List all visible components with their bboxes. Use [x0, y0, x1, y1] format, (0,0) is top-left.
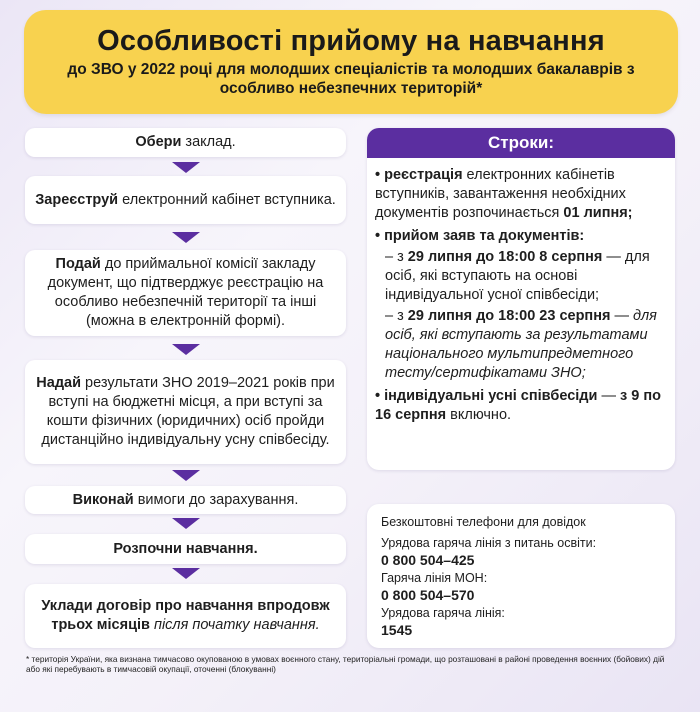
arrow-down-icon [172, 470, 200, 481]
step-start: Розпочни навчання. [25, 534, 346, 564]
terms-title: Строки: [367, 128, 675, 158]
phone-label: Гаряча лінія МОН: [381, 571, 488, 585]
phone-label: Урядова гаряча лінія: [381, 606, 505, 620]
arrow-down-icon [172, 232, 200, 243]
term-applications-interview: – з 29 липня до 18:00 8 серпня — для осіб, які вступають на основі індивідуальної усної співбесіди; [385, 249, 650, 303]
term-registration: • реєстрація електронних кабінетів вступників, завантаження необхідних документів розпочинається 01 липня; [375, 167, 633, 221]
footnote: * територія України, яка визнана тимчасово окупованою в умовах воєнного стану, територіальні громади, що розташовані в районі проведення воєнних (бойових) дій або які перебувають в тимчасовій окупації, оточенні (блокуванні) [26, 654, 665, 674]
phone-number[interactable]: 1545 [381, 622, 413, 638]
phone-number[interactable]: 0 800 504–570 [381, 587, 475, 603]
arrow-down-icon [172, 518, 200, 529]
phone-label: Урядова гаряча лінія з питань освіти: [381, 536, 597, 550]
step-choose: Обери заклад. [25, 128, 346, 157]
terms-body [367, 158, 675, 425]
phone-number[interactable]: 0 800 504–425 [381, 552, 475, 568]
step-contract: Уклади договір про навчання впродовж трьох місяців після початку навчання. [25, 584, 346, 648]
page-title: Особливості прийому на навчання [97, 25, 605, 57]
page-subtitle: до ЗВО у 2022 році для молодших спеціалістів та молодших бакалаврів з особливо небезпечних територій* [67, 61, 635, 97]
phones-title: Безкоштовні телефони для довідок [381, 515, 586, 529]
step-provide: Надай результати ЗНО 2019–2021 років при вступі на бюджетні місця, а при вступі за кошти фізичних (юридичних) осіб пройди дистанційно індивідуальну усну співбесіду. [25, 360, 346, 464]
arrow-down-icon [172, 162, 200, 173]
step-fulfill: Виконай вимоги до зарахування. [25, 486, 346, 514]
step-register: Зареєструй електронний кабінет вступника. [25, 176, 346, 224]
phones-panel [367, 504, 675, 648]
term-applications-test: – з 29 липня до 18:00 23 серпня — для осіб, які вступають за результатами національного мультипредметного тесту/сертифікатами ЗНО; [385, 308, 657, 381]
arrow-down-icon [172, 344, 200, 355]
arrow-down-icon [172, 568, 200, 579]
terms-panel [367, 128, 675, 470]
header-banner [24, 10, 678, 114]
term-applications: • прийом заяв та документів: [375, 228, 585, 244]
step-submit: Подай до приймальної комісії закладу документ, що підтверджує реєстрацію на особливо небезпечній території та інші (можна в електронній формі). [25, 250, 346, 336]
term-interviews: • індивідуальні усні співбесіди — з 9 по 16 серпня включно. [375, 388, 661, 423]
